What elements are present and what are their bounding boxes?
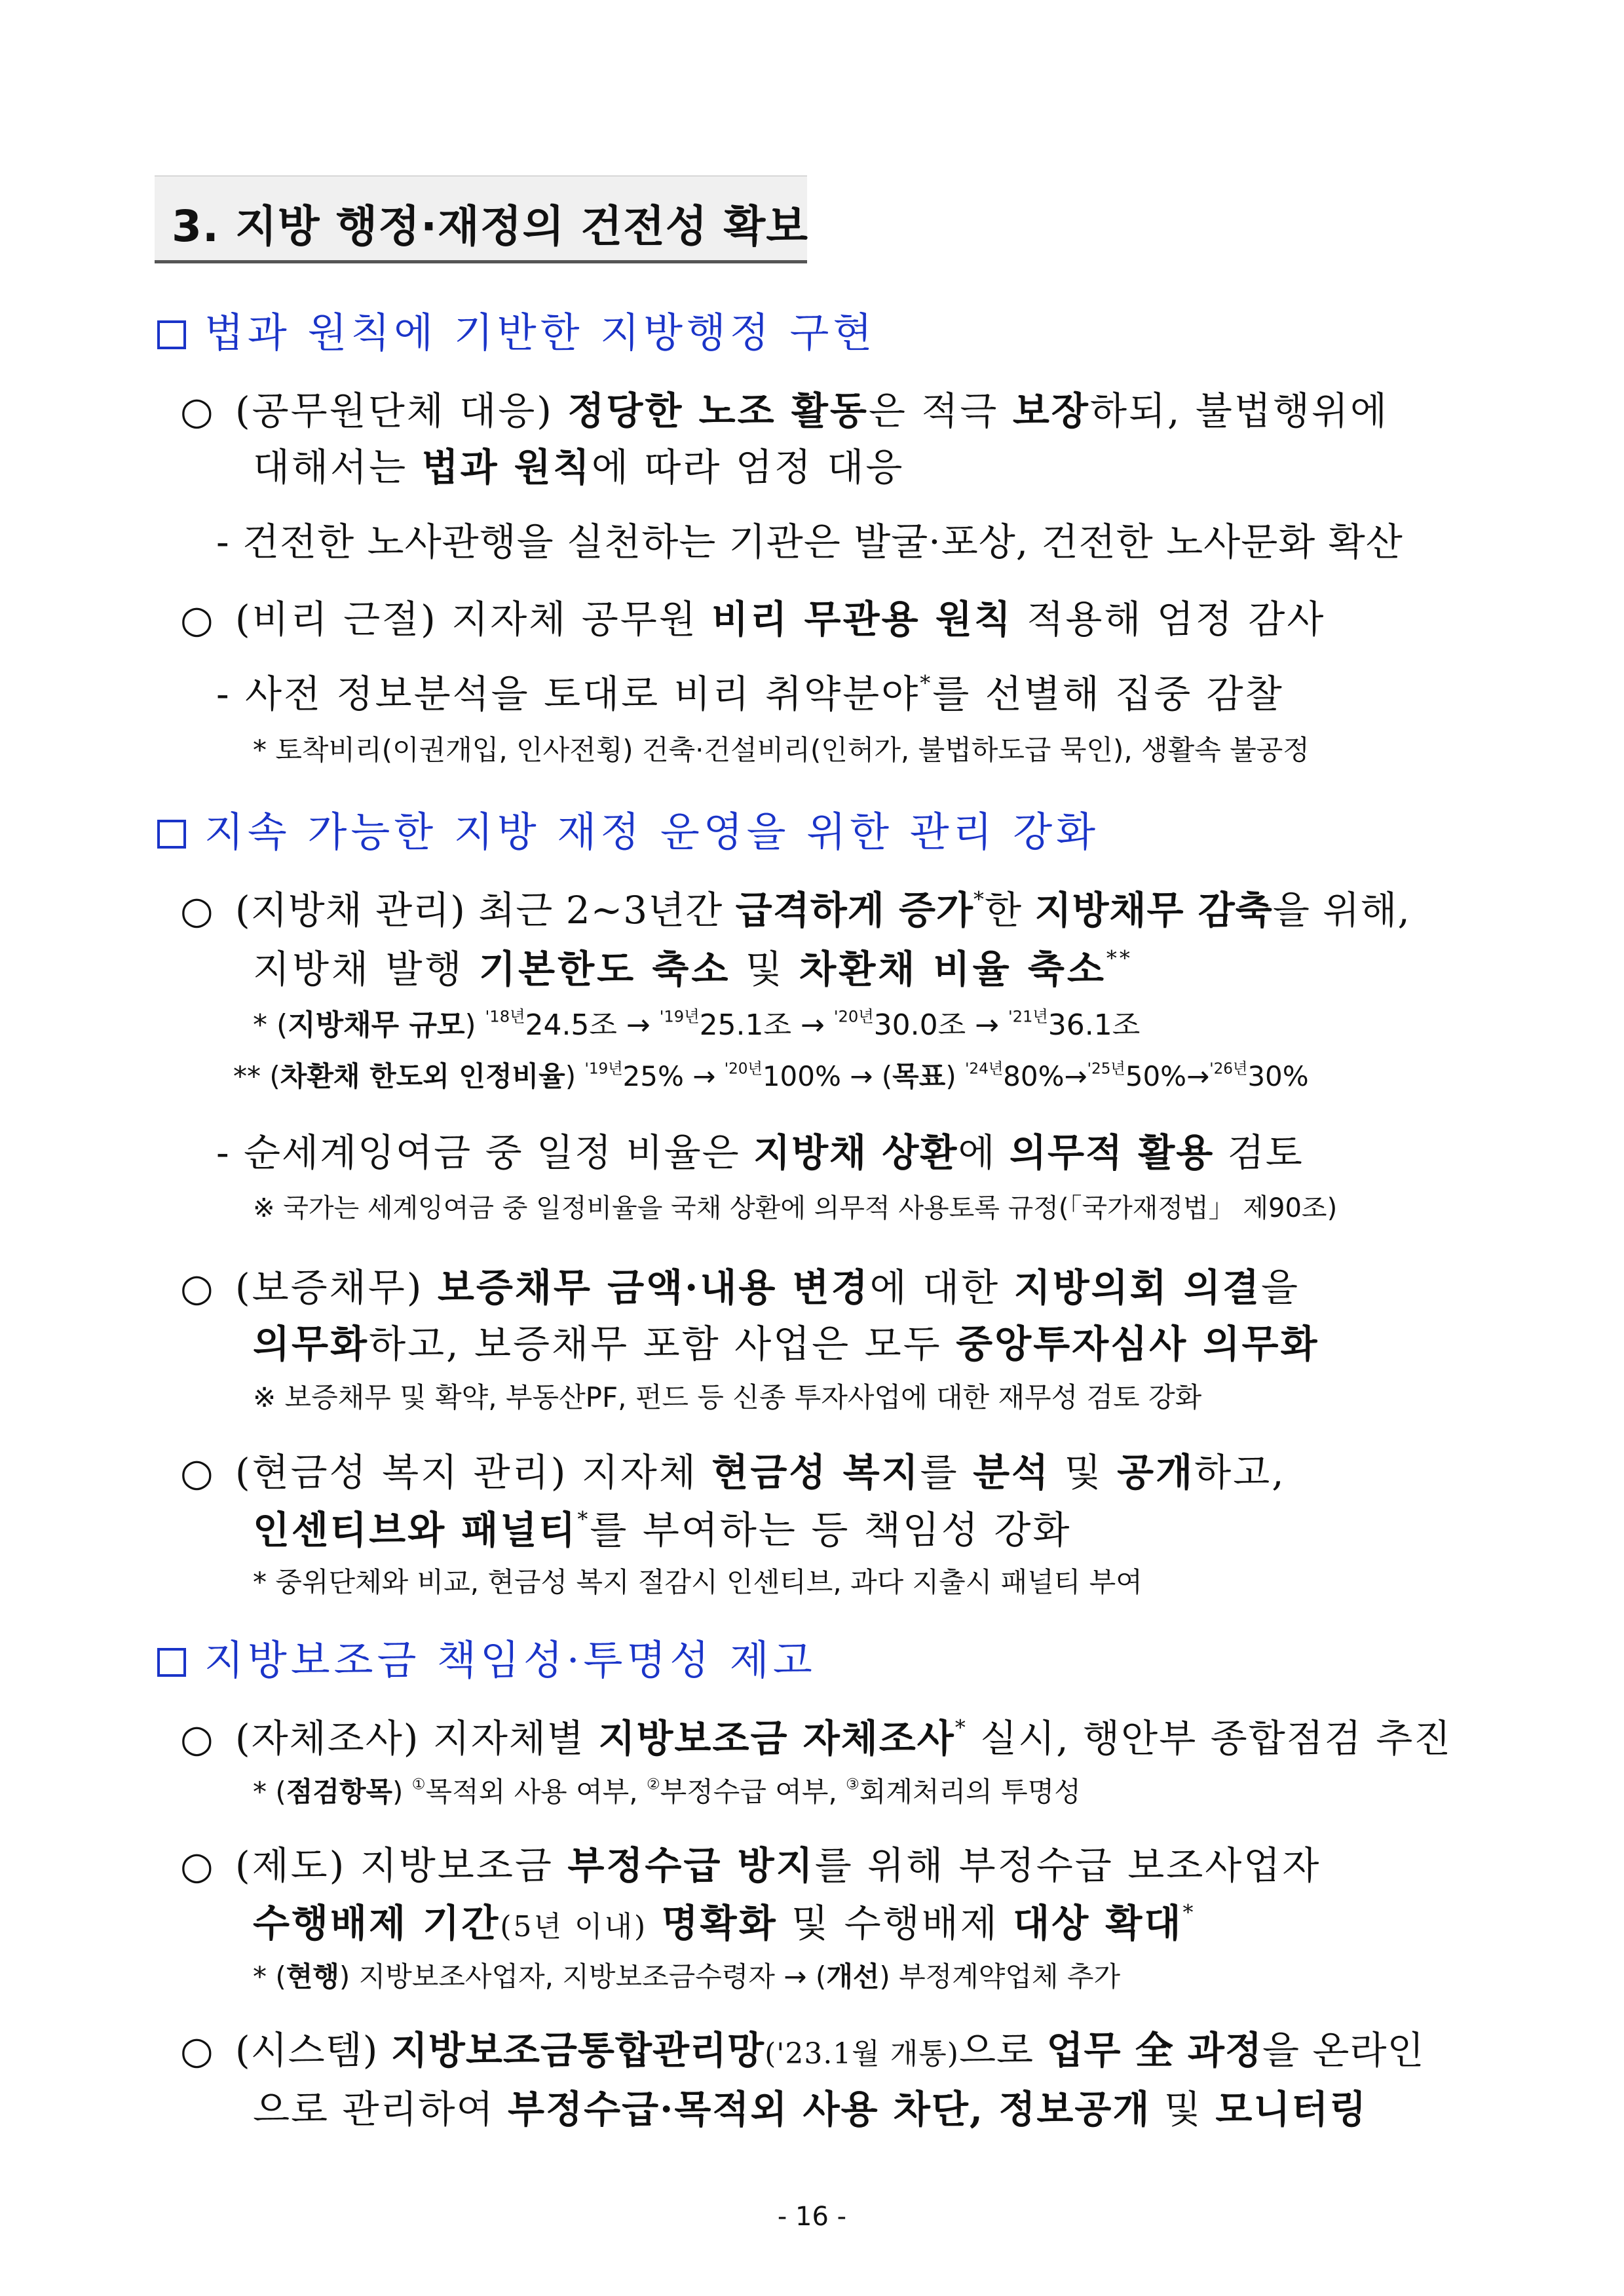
- circle-bullet-icon: ○: [180, 2028, 214, 2073]
- page-number: - 16 -: [777, 2202, 847, 2232]
- square-icon: [157, 1648, 186, 1677]
- footnote: * (현행) 지방보조사업자, 지방보조금수령자 → (개선) 부정계약업체 추가: [253, 1961, 1121, 1993]
- bullet-line: 으로 관리하여 부정수급·목적외 사용 차단, 정보공개 및 모니터링: [253, 2087, 1368, 2132]
- dash-line: - 사전 정보분석을 토대로 비리 취약분야*를 선별해 집중 감찰: [216, 670, 1284, 716]
- bullet-line: 지방채 발행 기본한도 축소 및 차환채 비율 축소**: [253, 946, 1133, 991]
- bullet-line: 인센티브와 패널티*를 부여하는 등 책임성 강화: [253, 1506, 1072, 1552]
- circle-bullet-icon: ○: [180, 597, 216, 641]
- bullet-line: ○ (공무원단체 대응) 정당한 노조 활동은 적극 보장하되, 불법행위에: [180, 389, 1389, 433]
- circle-bullet-icon: ○: [180, 1450, 216, 1495]
- bullet-line: 수행배제 기간(5년 이내) 명확화 및 수행배제 대상 확대*: [253, 1900, 1196, 1945]
- dash-line: - 순세계잉여금 중 일정 비율은 지방채 상환에 의무적 활용 검토: [216, 1130, 1304, 1175]
- bullet-line: ○ (보증채무) 보증채무 금액·내용 변경에 대한 지방의회 의결을: [180, 1265, 1300, 1310]
- bullet-line: ○ (현금성 복지 관리) 지자체 현금성 복지를 분석 및 공개하고,: [180, 1450, 1286, 1495]
- circle-bullet-icon: ○: [180, 1716, 215, 1761]
- bullet-line: ○ (제도) 지방보조금 부정수급 방지를 위해 부정수급 보조사업자: [180, 1843, 1321, 1888]
- square-icon: [157, 320, 186, 349]
- footnote: ※ 국가는 세계잉여금 중 일정비율을 국채 상환에 의무적 사용토록 규정(「국가재정법」 제90조): [253, 1193, 1338, 1223]
- footnote: ※ 보증채무 및 확약, 부동산PF, 펀드 등 신종 투자사업에 대한 재무성 검토 강화: [253, 1381, 1202, 1413]
- section-heading: 지속 가능한 지방 재정 운영을 위한 관리 강화: [157, 799, 1099, 858]
- bullet-line: ○ (지방채 관리) 최근 2~3년간 급격하게 증가*한 지방채무 감축을 위해,: [180, 887, 1410, 932]
- section-heading: 지방보조금 책임성·투명성 제고: [157, 1628, 816, 1686]
- circle-bullet-icon: ○: [180, 389, 216, 433]
- bullet-line: ○ (자체조사) 지자체별 지방보조금 자체조사* 실시, 행안부 종합점검 추진: [180, 1715, 1452, 1761]
- footnote: * (지방채무 규모) $^{'18년}$24.5조 → $^{'19년}$25.1조 → $^{'20년}$30.0조 → $^{'21년}$36.1조: [253, 1007, 1141, 1042]
- page-title: 3. 지방 행정·재정의 건전성 확보: [172, 201, 809, 252]
- bullet-line: 의무화하고, 보증채무 포함 사업은 모두 중앙투자심사 의무화: [253, 1322, 1319, 1366]
- bullet-line: ○ (시스템) 지방보조금통합관리망('23.1월 개통)으로 업무 全 과정을 온라인: [180, 2028, 1425, 2073]
- circle-bullet-icon: ○: [180, 888, 214, 932]
- section-heading: 법과 원칙에 기반한 지방행정 구현: [157, 300, 876, 358]
- footnote: * 중위단체와 비교, 현금성 복지 절감시 인센티브, 과다 지출시 패널티 부여: [253, 1566, 1142, 1598]
- circle-bullet-icon: ○: [180, 1265, 216, 1310]
- square-icon: [157, 820, 186, 849]
- dash-line: - 건전한 노사관행을 실천하는 기관은 발굴·포상, 건전한 노사문화 확산: [216, 520, 1403, 564]
- circle-bullet-icon: ○: [180, 1843, 216, 1888]
- footnote: * 토착비리(이권개입, 인사전횡) 건축·건설비리(인허가, 불법하도급 묵인), 생활속 불공정: [253, 734, 1310, 766]
- bullet-line: 대해서는 법과 원칙에 따라 엄정 대응: [253, 445, 905, 489]
- footnote: * (점검항목) ①목적외 사용 여부, ②부정수급 여부, ③회계처리의 투명성: [253, 1776, 1081, 1808]
- footnote: ** (차환채 한도외 인정비율) $^{'19년}$25% → $^{'20년}$100% → (목표) $^{'24년}$80%→$^{'25년}$50%→$^{'26년}$30%: [233, 1060, 1309, 1092]
- bullet-line: ○ (비리 근절) 지자체 공무원 비리 무관용 원칙 적용해 엄정 감사: [180, 597, 1326, 641]
